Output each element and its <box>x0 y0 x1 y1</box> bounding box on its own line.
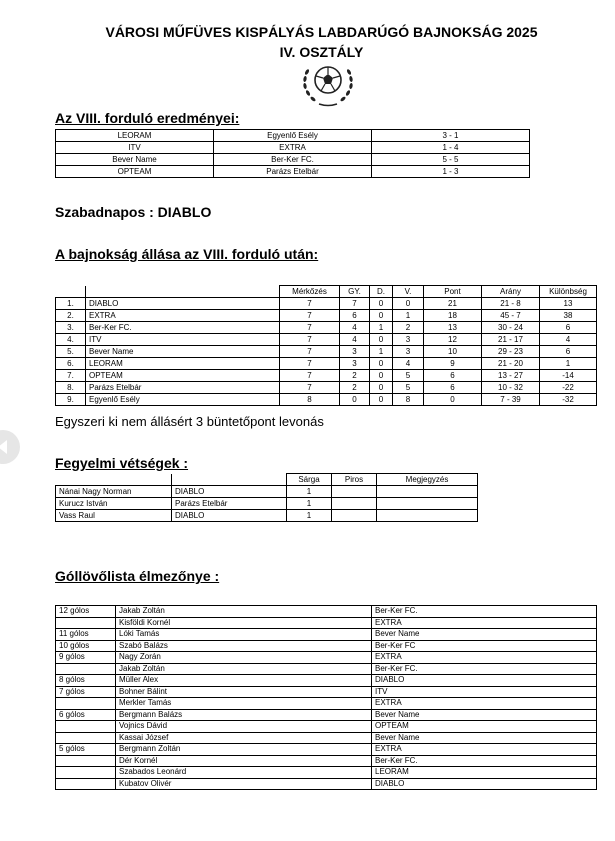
position-cell: 6. <box>56 358 86 370</box>
position-cell: 4. <box>56 334 86 346</box>
table-row <box>56 732 597 744</box>
team-cell: Bever Name <box>372 629 597 641</box>
table-row <box>56 498 478 510</box>
points-cell: 21 <box>424 298 482 310</box>
column-header: Piros <box>332 474 377 486</box>
player-cell: Dér Kornél <box>116 755 372 767</box>
player-cell: Vass Raul <box>56 510 172 522</box>
yellow-card-cell: 1 <box>287 510 332 522</box>
points-cell: 18 <box>424 310 482 322</box>
goals-cell <box>56 698 116 710</box>
wins-cell: 4 <box>340 322 370 334</box>
penalty-note: Egyszeri ki nem állásért 3 büntetőpont levonás <box>55 414 324 429</box>
team-cell: Egyenlő Esély <box>86 394 280 406</box>
position-cell: 5. <box>56 346 86 358</box>
matches-cell: 8 <box>280 394 340 406</box>
team-cell: Bever Name <box>372 732 597 744</box>
wins-cell: 3 <box>340 358 370 370</box>
wins-cell: 3 <box>340 346 370 358</box>
draws-cell: 0 <box>370 358 393 370</box>
table-row <box>56 298 597 310</box>
soccer-ball-laurel-logo <box>299 58 357 108</box>
goal-difference-cell: 38 <box>540 310 597 322</box>
team-cell: ITV <box>86 334 280 346</box>
goals-cell: 8 gólos <box>56 675 116 687</box>
losses-cell: 2 <box>393 322 424 334</box>
result-row <box>56 142 530 154</box>
team-cell: OPTEAM <box>372 721 597 733</box>
draws-cell: 1 <box>370 322 393 334</box>
document-title: VÁROSI MŰFÜVES KISPÁLYÁS LABDARÚGÓ BAJNOKSÁG 2025 <box>105 24 538 40</box>
goal-difference-cell: -32 <box>540 394 597 406</box>
column-header: Különbség <box>540 286 597 298</box>
table-row <box>56 310 597 322</box>
draws-cell: 0 <box>370 394 393 406</box>
losses-cell: 3 <box>393 334 424 346</box>
team-cell: LEORAM <box>86 358 280 370</box>
goal-ratio-cell: 29 - 23 <box>482 346 540 358</box>
table-row <box>56 358 597 370</box>
points-cell: 10 <box>424 346 482 358</box>
goals-cell: 7 gólos <box>56 686 116 698</box>
home-team-cell: LEORAM <box>56 130 214 142</box>
remark-cell <box>377 486 478 498</box>
team-cell: DIABLO <box>86 298 280 310</box>
team-cell: LEORAM <box>372 767 597 779</box>
score-cell: 1 - 4 <box>372 142 530 154</box>
matches-cell: 7 <box>280 310 340 322</box>
away-team-cell: EXTRA <box>214 142 372 154</box>
column-header: Mérkőzés <box>280 286 340 298</box>
points-cell: 9 <box>424 358 482 370</box>
team-cell: Parázs Etelbár <box>172 498 287 510</box>
goal-ratio-cell: 21 - 17 <box>482 334 540 346</box>
goals-cell <box>56 617 116 629</box>
scorers-heading: Góllövőlista élmezőnye : <box>55 568 220 584</box>
table-row <box>56 606 597 618</box>
team-cell: EXTRA <box>372 652 597 664</box>
table-row <box>56 370 597 382</box>
table-row <box>56 629 597 641</box>
goals-cell <box>56 755 116 767</box>
table-row <box>56 510 478 522</box>
results-heading: Az VIII. forduló eredményei: <box>55 110 240 126</box>
team-cell: EXTRA <box>86 310 280 322</box>
points-cell: 13 <box>424 322 482 334</box>
goal-difference-cell: -14 <box>540 370 597 382</box>
draws-cell: 0 <box>370 370 393 382</box>
table-row <box>56 617 597 629</box>
column-header: Pont <box>424 286 482 298</box>
table-row <box>56 698 597 710</box>
standings-header-row <box>56 286 597 298</box>
wins-cell: 6 <box>340 310 370 322</box>
wins-cell: 0 <box>340 394 370 406</box>
goal-difference-cell: 4 <box>540 334 597 346</box>
goals-cell: 6 gólos <box>56 709 116 721</box>
team-cell: Ber-Ker FC. <box>372 606 597 618</box>
goal-difference-cell: -22 <box>540 382 597 394</box>
column-header: Megjegyzés <box>377 474 478 486</box>
table-row <box>56 382 597 394</box>
goal-ratio-cell: 7 - 39 <box>482 394 540 406</box>
goal-ratio-cell: 30 - 24 <box>482 322 540 334</box>
red-card-cell <box>332 498 377 510</box>
player-cell: Bergmann Balázs <box>116 709 372 721</box>
goal-difference-cell: 6 <box>540 346 597 358</box>
matches-cell: 7 <box>280 346 340 358</box>
table-row <box>56 322 597 334</box>
goals-cell: 12 gólos <box>56 606 116 618</box>
losses-cell: 1 <box>393 310 424 322</box>
team-cell: Ber-Ker FC. <box>372 755 597 767</box>
team-cell: Ber-Ker FC. <box>86 322 280 334</box>
team-cell: EXTRA <box>372 698 597 710</box>
matches-cell: 7 <box>280 382 340 394</box>
column-header: Sárga <box>287 474 332 486</box>
table-row <box>56 346 597 358</box>
points-cell: 6 <box>424 370 482 382</box>
player-cell: Bohner Bálint <box>116 686 372 698</box>
table-row <box>56 744 597 756</box>
position-cell: 7. <box>56 370 86 382</box>
goal-difference-cell: 1 <box>540 358 597 370</box>
goals-cell: 11 gólos <box>56 629 116 641</box>
home-team-cell: OPTEAM <box>56 166 214 178</box>
wins-cell: 2 <box>340 382 370 394</box>
result-row <box>56 154 530 166</box>
player-cell: Kassai József <box>116 732 372 744</box>
scorers-table <box>55 605 597 790</box>
player-cell: Kisföldi Kornél <box>116 617 372 629</box>
position-cell: 3. <box>56 322 86 334</box>
draws-cell: 0 <box>370 310 393 322</box>
goals-cell <box>56 663 116 675</box>
goals-cell <box>56 778 116 790</box>
standings-table <box>55 285 597 406</box>
position-cell: 9. <box>56 394 86 406</box>
wins-cell: 2 <box>340 370 370 382</box>
red-card-cell <box>332 510 377 522</box>
goal-difference-cell: 6 <box>540 322 597 334</box>
losses-cell: 8 <box>393 394 424 406</box>
position-cell: 2. <box>56 310 86 322</box>
away-team-cell: Parázs Etelbár <box>214 166 372 178</box>
column-header: GY. <box>340 286 370 298</box>
team-cell: Ber-Ker FC. <box>372 663 597 675</box>
points-cell: 6 <box>424 382 482 394</box>
player-cell: Vojnics Dávid <box>116 721 372 733</box>
table-row <box>56 767 597 779</box>
team-cell: Bever Name <box>372 709 597 721</box>
goals-cell: 10 gólos <box>56 640 116 652</box>
goals-cell: 5 gólos <box>56 744 116 756</box>
player-cell: Müller Alex <box>116 675 372 687</box>
team-cell: OPTEAM <box>86 370 280 382</box>
table-row <box>56 640 597 652</box>
goals-cell: 9 gólos <box>56 652 116 664</box>
losses-cell: 5 <box>393 382 424 394</box>
discipline-header-row <box>56 474 478 486</box>
team-cell: EXTRA <box>372 744 597 756</box>
player-cell: Jakab Zoltán <box>116 606 372 618</box>
table-row <box>56 755 597 767</box>
table-row <box>56 334 597 346</box>
points-cell: 0 <box>424 394 482 406</box>
player-cell: Lóki Tamás <box>116 629 372 641</box>
table-row <box>56 675 597 687</box>
matches-cell: 7 <box>280 322 340 334</box>
player-cell: Merkler Tamás <box>116 698 372 710</box>
position-cell: 1. <box>56 298 86 310</box>
team-cell: DIABLO <box>372 675 597 687</box>
team-cell: Ber-Ker FC <box>372 640 597 652</box>
matches-cell: 7 <box>280 358 340 370</box>
table-row <box>56 709 597 721</box>
draws-cell: 0 <box>370 298 393 310</box>
home-team-cell: ITV <box>56 142 214 154</box>
player-cell: Nánai Nagy Norman <box>56 486 172 498</box>
goals-cell <box>56 767 116 779</box>
wins-cell: 7 <box>340 298 370 310</box>
goal-ratio-cell: 10 - 32 <box>482 382 540 394</box>
table-row <box>56 652 597 664</box>
goal-ratio-cell: 45 - 7 <box>482 310 540 322</box>
matches-cell: 7 <box>280 370 340 382</box>
team-cell: EXTRA <box>372 617 597 629</box>
column-header: V. <box>393 286 424 298</box>
score-cell: 5 - 5 <box>372 154 530 166</box>
column-header: Arány <box>482 286 540 298</box>
points-cell: 12 <box>424 334 482 346</box>
team-cell: DIABLO <box>172 510 287 522</box>
team-cell: DIABLO <box>372 778 597 790</box>
draws-cell: 0 <box>370 334 393 346</box>
player-cell: Kurucz István <box>56 498 172 510</box>
losses-cell: 3 <box>393 346 424 358</box>
red-card-cell <box>332 486 377 498</box>
wins-cell: 4 <box>340 334 370 346</box>
losses-cell: 5 <box>393 370 424 382</box>
table-row <box>56 394 597 406</box>
team-cell: Parázs Etelbár <box>86 382 280 394</box>
goal-ratio-cell: 13 - 27 <box>482 370 540 382</box>
away-team-cell: Egyenlő Esély <box>214 130 372 142</box>
matches-cell: 7 <box>280 334 340 346</box>
position-cell: 8. <box>56 382 86 394</box>
losses-cell: 0 <box>393 298 424 310</box>
goal-ratio-cell: 21 - 20 <box>482 358 540 370</box>
draws-cell: 0 <box>370 382 393 394</box>
table-row <box>56 778 597 790</box>
matches-cell: 7 <box>280 298 340 310</box>
player-cell: Jakab Zoltán <box>116 663 372 675</box>
yellow-card-cell: 1 <box>287 486 332 498</box>
away-team-cell: Ber-Ker FC. <box>214 154 372 166</box>
team-cell: ITV <box>372 686 597 698</box>
column-header: D. <box>370 286 393 298</box>
team-cell: Bever Name <box>86 346 280 358</box>
remark-cell <box>377 498 478 510</box>
table-row <box>56 663 597 675</box>
table-row <box>56 721 597 733</box>
goal-ratio-cell: 21 - 8 <box>482 298 540 310</box>
player-cell: Bergmann Zoltán <box>116 744 372 756</box>
rest-day-text: Szabadnapos : DIABLO <box>55 204 212 220</box>
result-row <box>56 166 530 178</box>
player-cell: Szabó Balázs <box>116 640 372 652</box>
standings-heading: A bajnokság állása az VIII. forduló után: <box>55 246 319 262</box>
player-cell: Nagy Zorán <box>116 652 372 664</box>
result-row <box>56 130 530 142</box>
score-cell: 3 - 1 <box>372 130 530 142</box>
yellow-card-cell: 1 <box>287 498 332 510</box>
remark-cell <box>377 510 478 522</box>
previous-page-arrow-icon[interactable] <box>0 430 20 464</box>
draws-cell: 1 <box>370 346 393 358</box>
discipline-table <box>55 473 478 522</box>
player-cell: Szabados Leonárd <box>116 767 372 779</box>
goals-cell <box>56 721 116 733</box>
player-cell: Kubatov Olivér <box>116 778 372 790</box>
document-subtitle: IV. OSZTÁLY <box>279 44 364 60</box>
home-team-cell: Bever Name <box>56 154 214 166</box>
results-table <box>55 129 530 178</box>
score-cell: 1 - 3 <box>372 166 530 178</box>
discipline-heading: Fegyelmi vétségek : <box>55 455 189 471</box>
table-row <box>56 486 478 498</box>
goal-difference-cell: 13 <box>540 298 597 310</box>
goals-cell <box>56 732 116 744</box>
losses-cell: 4 <box>393 358 424 370</box>
team-cell: DIABLO <box>172 486 287 498</box>
table-row <box>56 686 597 698</box>
